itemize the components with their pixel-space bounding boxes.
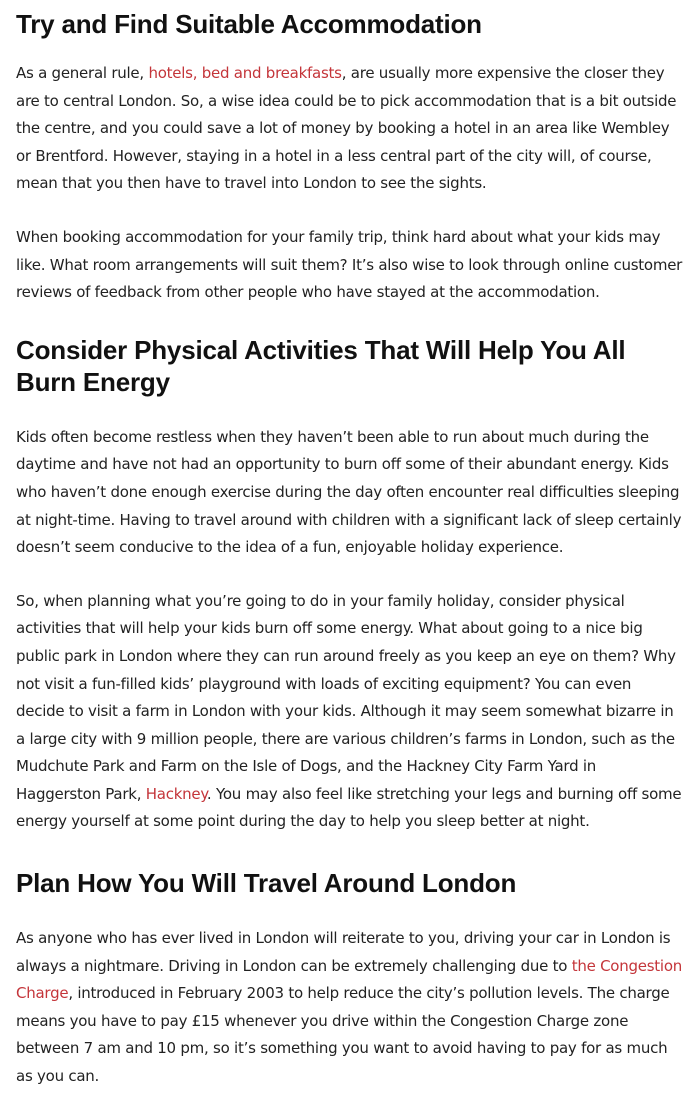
paragraph-text: As anyone who has ever lived in London will reiterate to you, driving your car in London is always a nightmare. Driving in London can be extremely challenging due to — [16, 929, 671, 975]
hackney-link[interactable]: Hackney — [145, 784, 207, 803]
paragraph-text: So, when planning what you’re going to do in your family holiday, consider physical activities that will help your kids burn off some energy. What about going to a nice big public park in London where they can run around freely as you keep an eye on them? Why not visit a fun-filled kids’ playground with loads of exciting equipment? You can even decide to visit a farm in London with your kids. Although it may seem somewhat bizarre in a large city with 9 million people, there are various children’s farms in London, such as the Mudchute Park and Farm on the Isle of Dogs, and the Hackney City Farm Yard in Haggerston Park, — [16, 591, 676, 803]
paragraph-activities-planning — [16, 588, 684, 836]
congestion-charge-link[interactable]: the Congestion Charge — [16, 956, 683, 1003]
paragraph-driving-london — [16, 925, 684, 1091]
section-heading-accommodation: Try and Find Suitable Accommodation — [16, 9, 482, 39]
paragraph-accommodation-price — [16, 60, 684, 198]
paragraph-text: As a general rule, — [16, 64, 149, 82]
article-body — [16, 0, 684, 1091]
paragraph-kids-restless: Kids often become restless when they haven’t been able to run about much during the daytime and have not had an opportunity to burn off some of their abundant energy. Kids who haven’t done enough exercise during the day often encounter real difficulties sleeping at night-time. Having to travel around with children with a significant lack of sleep certainly doesn’t seem conducive to the idea of a fun, enjoyable holiday experience. — [16, 427, 682, 557]
paragraph-text: . You may also feel like stretching your legs and burning off some energy yourself at some point during the day to help you sleep better at night. — [16, 784, 682, 831]
section-heading-travel: Plan How You Will Travel Around London — [16, 868, 517, 899]
paragraph-text: , introduced in February 2003 to help reduce the city’s pollution levels. The charge means you have to pay £15 whenever you drive within the Congestion Charge zone between 7 am and 10 pm, so it’s something you want to avoid having to pay for as much as you can. — [16, 984, 670, 1086]
hotels-bed-and-breakfasts-link[interactable]: hotels, bed and breakfasts — [148, 64, 342, 82]
section-heading-physical-activities: Consider Physical Activities That Will Help You All Burn Energy — [16, 334, 626, 397]
paragraph-text: , are usually more expensive the closer they are to central London. So, a wise idea could be to pick accommodation that is a bit outside the centre, and you could save a lot of money by booking a hotel in an area like Wembley or Brentford. However, staying in a hotel in a less central part of the city will, of course, mean that you then have to travel into London to see the sights. — [16, 64, 677, 193]
paragraph-accommodation-booking: When booking accommodation for your family trip, think hard about what your kids may like. What room arrangements will suit them? It’s also wise to look through online customer reviews of feedback from other people who have stayed at the accommodation. — [16, 227, 683, 302]
